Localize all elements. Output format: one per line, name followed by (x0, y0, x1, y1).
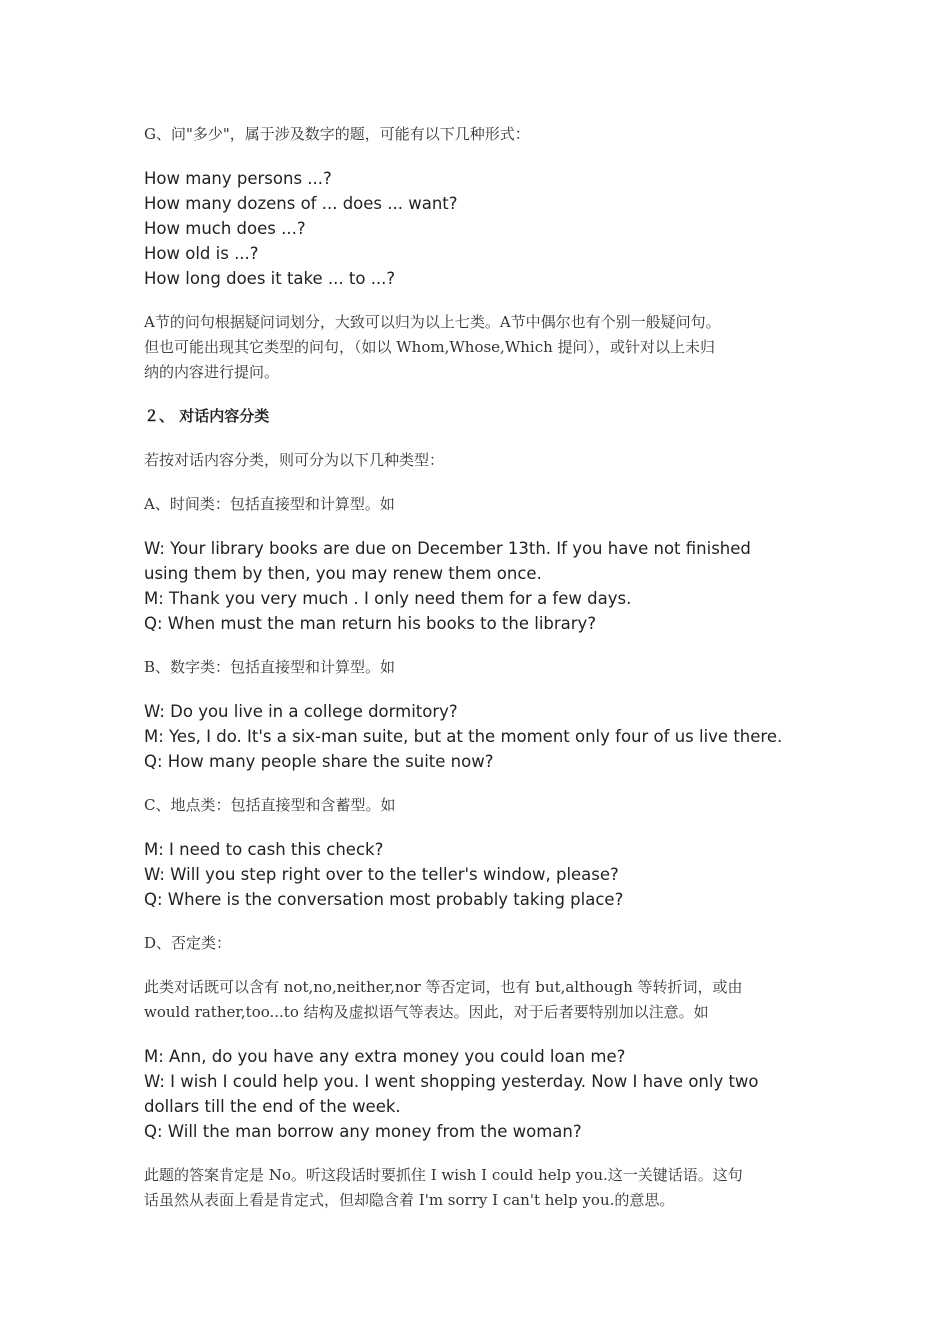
text-line: 此类对话既可以含有 not,no,neither,nor 等否定词，也有 but,although 等转折词，或由 (144, 978, 743, 996)
dialogue-line: M: I need to cash this check? (144, 840, 384, 859)
category-d-dialogue (144, 1044, 814, 1144)
category-a-title: A、时间类：包括直接型和计算型。如 (144, 495, 395, 513)
dialogue-line: W: I wish I could help you. I went shopping yesterday. Now I have only two (144, 1072, 759, 1091)
dialogue-line: W: Will you step right over to the teller's window, please? (144, 865, 619, 884)
dialogue-line: M: Yes, I do. It's a six-man suite, but at the moment only four of us live there. (144, 727, 783, 746)
dialogue-line: M: Thank you very much . I only need them for a few days. (144, 589, 632, 608)
section-g-examples (144, 166, 814, 291)
text-line: 但也可能出现其它类型的问句，（如以 Whom,Whose,Which 提问），或针对以上未归 (144, 338, 716, 356)
text-line: 话虽然从表面上看是肯定式，但却隐含着 I'm sorry I can't help you.的意思。 (144, 1191, 675, 1209)
section-2-intro: 若按对话内容分类，则可分为以下几种类型： (144, 451, 445, 469)
section-g-intro: G、问"多少"，属于涉及数字的题，可能有以下几种形式： (144, 125, 530, 143)
example-line: How much does ...? (144, 219, 306, 238)
section-2-heading: ２、 对话内容分类 (144, 407, 270, 425)
dialogue-line: W: Do you live in a college dormitory? (144, 702, 458, 721)
dialogue-line: M: Ann, do you have any extra money you could loan me? (144, 1047, 626, 1066)
example-line: How old is ...? (144, 244, 259, 263)
example-line: How many persons ...? (144, 169, 332, 188)
dialogue-line: W: Your library books are due on December 13th. If you have not finished (144, 539, 751, 558)
text-line: A节的问句根据疑问词划分，大致可以归为以上七类。A节中偶尔也有个别一般疑问句。 (144, 313, 721, 331)
category-d-title: D、否定类： (144, 934, 232, 952)
category-d-explanation (144, 1163, 814, 1213)
text-line: 纳的内容进行提问。 (144, 363, 280, 381)
dialogue-line: Q: When must the man return his books to the library? (144, 614, 597, 633)
dialogue-line: Q: Where is the conversation most probably taking place? (144, 890, 624, 909)
category-c-dialogue (144, 837, 814, 912)
category-d-description (144, 975, 814, 1025)
dialogue-line: Q: How many people share the suite now? (144, 752, 494, 771)
document-page (144, 122, 814, 1213)
category-a-dialogue (144, 536, 814, 636)
example-line: How many dozens of ... does ... want? (144, 194, 458, 213)
text-line: 此题的答案肯定是 No。听这段话时要抓住 I wish I could help you.这一关键话语。这句 (144, 1166, 743, 1184)
category-b-dialogue (144, 699, 814, 774)
category-c-title: C、地点类：包括直接型和含蓄型。如 (144, 796, 396, 814)
text-line: would rather,too...to 结构及虚拟语气等表达。因此，对于后者要特别加以注意。如 (144, 1003, 709, 1021)
dialogue-line: Q: Will the man borrow any money from the woman? (144, 1122, 582, 1141)
dialogue-line: dollars till the end of the week. (144, 1097, 401, 1116)
example-line: How long does it take ... to ...? (144, 269, 396, 288)
category-b-title: B、数字类：包括直接型和计算型。如 (144, 658, 396, 676)
dialogue-line: using them by then, you may renew them once. (144, 564, 542, 583)
summary-paragraph (144, 310, 814, 385)
